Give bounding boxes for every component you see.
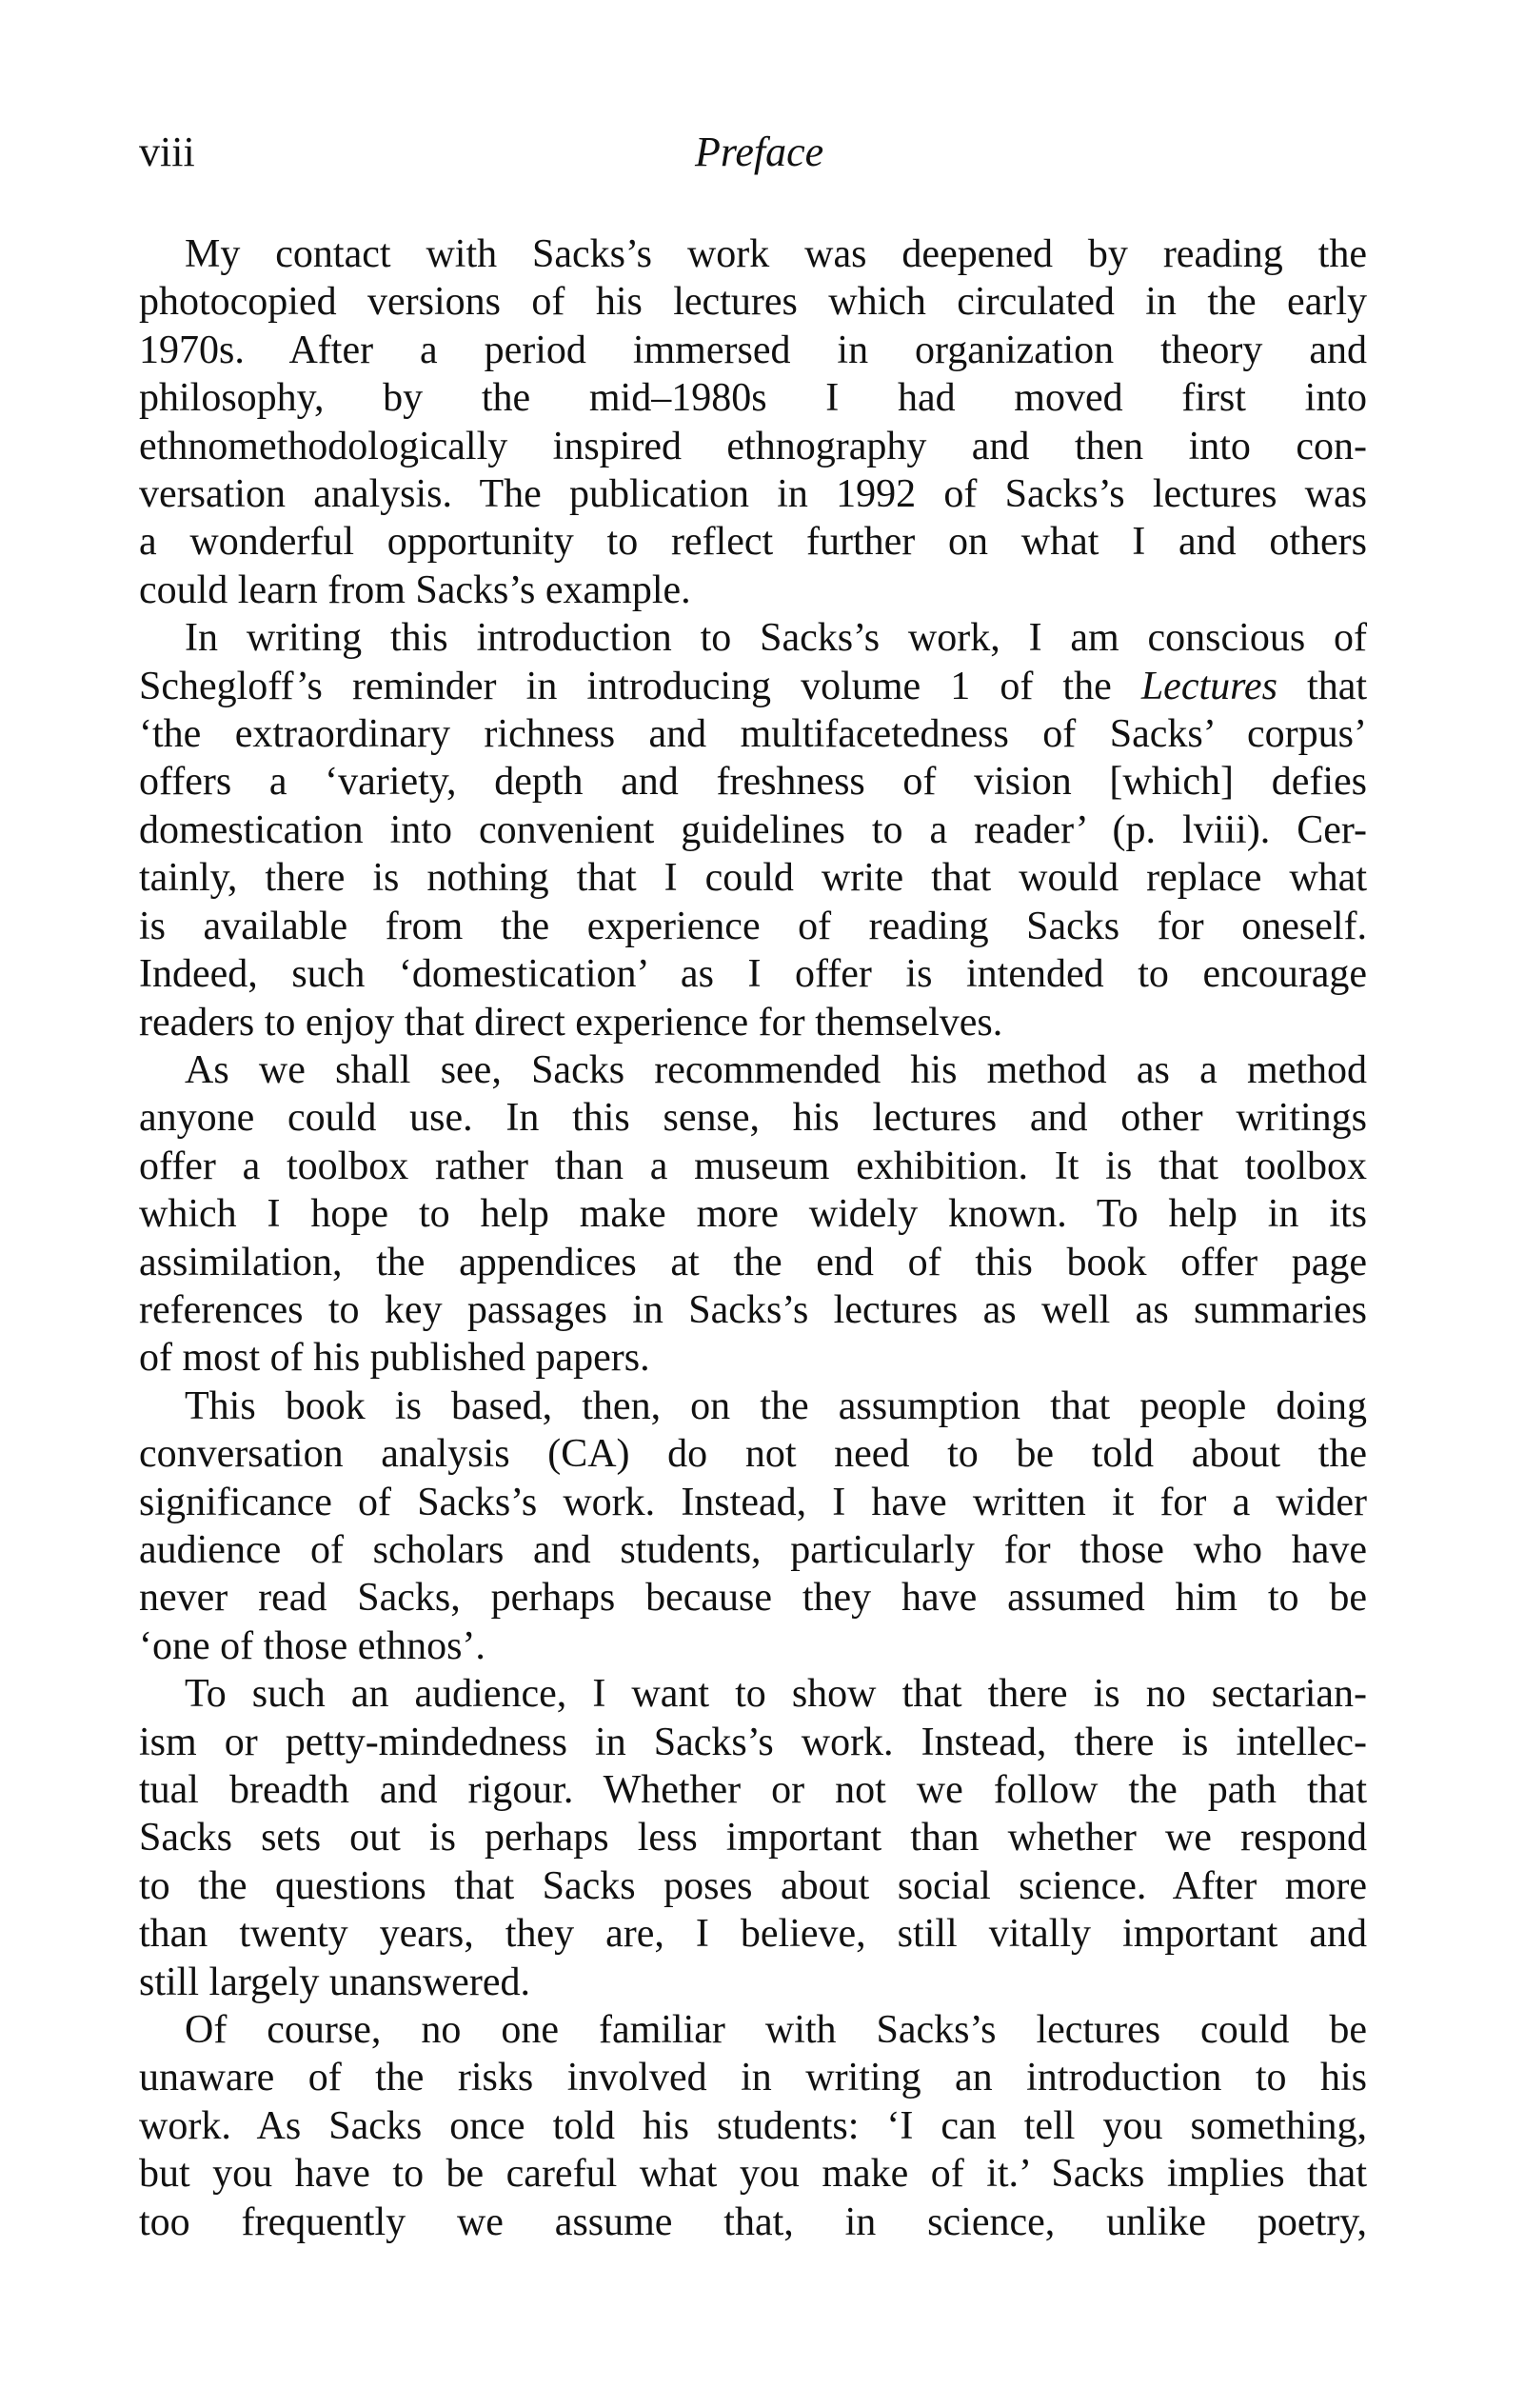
text-line: conversation analysis (CA) do not need to be told about the <box>139 1432 1367 1477</box>
body-text <box>139 230 1367 2246</box>
text-line: readers to enjoy that direct experience for themselves. <box>139 1000 1003 1045</box>
text-line: To such an audience, I want to show that there is no sectarian- <box>185 1672 1367 1717</box>
page-number: viii <box>139 129 195 175</box>
text-line: to the questions that Sacks poses about social science. After more <box>139 1863 1367 1908</box>
text-line: work. As Sacks once told his students: ‘I can tell you something, <box>139 2103 1367 2148</box>
text-line: ‘the extraordinary richness and multifacetedness of Sacks’ corpus’ <box>139 712 1367 757</box>
text-line: philosophy, by the mid–1980s I had moved first into <box>139 376 1367 421</box>
text-line: tainly, there is nothing that I could write that would replace what <box>139 856 1367 901</box>
text-line-with-italic <box>139 663 1367 710</box>
text-line: versation analysis. The publication in 1992 of Sacks’s lectures was <box>139 472 1367 517</box>
text-line: still largely unanswered. <box>139 1960 530 2004</box>
paragraph-1 <box>139 230 1367 614</box>
text-line: which I hope to help make more widely known. To help in its <box>139 1192 1367 1237</box>
text-line: Indeed, such ‘domestication’ as I offer is intended to encourage <box>139 952 1367 997</box>
paragraph-3 <box>139 1046 1367 1383</box>
text-line: offer a toolbox rather than a museum exhibition. It is that toolbox <box>139 1144 1367 1188</box>
text-segment: that <box>1277 664 1368 708</box>
paragraph-2 <box>139 614 1367 1046</box>
text-line: references to key passages in Sacks’s lectures as well as summaries <box>139 1287 1367 1332</box>
italic-title: Lectures <box>1140 664 1277 708</box>
paragraph-4 <box>139 1383 1367 1670</box>
text-line: As we shall see, Sacks recommended his method as a method <box>185 1047 1367 1092</box>
text-line: ‘one of those ethnos’. <box>139 1623 485 1668</box>
text-line: is available from the experience of reading Sacks for oneself. <box>139 904 1367 948</box>
text-line: In writing this introduction to Sacks’s work, I am conscious of <box>185 616 1367 661</box>
text-line: Sacks sets out is perhaps less important than whether we respond <box>139 1816 1367 1861</box>
text-line: offers a ‘variety, depth and freshness of vision [which] defies <box>139 760 1367 805</box>
paragraph-6 <box>139 2006 1367 2246</box>
text-line: ethnomethodologically inspired ethnography and then into con- <box>139 424 1367 468</box>
text-line: 1970s. After a period immersed in organization theory and <box>139 328 1367 372</box>
text-segment: Schegloff’s reminder in introducing volume 1 of the <box>139 664 1141 708</box>
text-line: photocopied versions of his lectures which circulated in the early <box>139 280 1367 325</box>
text-line: This book is based, then, on the assumption that people doing <box>185 1383 1367 1428</box>
text-line: tual breadth and rigour. Whether or not we follow the path that <box>139 1768 1367 1812</box>
text-line: domestication into convenient guidelines to a reader’ (p. lviii). Cer- <box>139 807 1367 852</box>
text-line: significance of Sacks’s work. Instead, I have written it for a wider <box>139 1480 1367 1524</box>
running-head <box>139 114 1367 190</box>
text-line: unaware of the risks involved in writing an introduction to his <box>139 2056 1367 2100</box>
text-line: Of course, no one familiar with Sacks’s lectures could be <box>185 2008 1367 2053</box>
text-line: audience of scholars and students, particularly for those who have <box>139 1527 1367 1572</box>
text-line: anyone could use. In this sense, his lectures and other writings <box>139 1096 1367 1141</box>
text-line: ism or petty-mindedness in Sacks’s work. Instead, there is intellec- <box>139 1720 1367 1764</box>
paragraph-5 <box>139 1670 1367 2006</box>
text-line: assimilation, the appendices at the end of this book offer page <box>139 1240 1367 1284</box>
text-line: never read Sacks, perhaps because they have assumed him to be <box>139 1576 1367 1621</box>
text-line: of most of his published papers. <box>139 1336 650 1381</box>
text-line: a wonderful opportunity to reflect further on what I and others <box>139 520 1367 565</box>
book-page <box>139 114 1367 2246</box>
text-line: too frequently we assume that, in science, unlike poetry, <box>139 2199 1367 2244</box>
running-head-title: Preface <box>695 129 824 175</box>
text-line: could learn from Sacks’s example. <box>139 567 691 612</box>
text-line: My contact with Sacks’s work was deepened by reading the <box>185 232 1367 276</box>
text-line: but you have to be careful what you make of it.’ Sacks implies that <box>139 2152 1367 2197</box>
text-line: than twenty years, they are, I believe, still vitally important and <box>139 1912 1367 1957</box>
